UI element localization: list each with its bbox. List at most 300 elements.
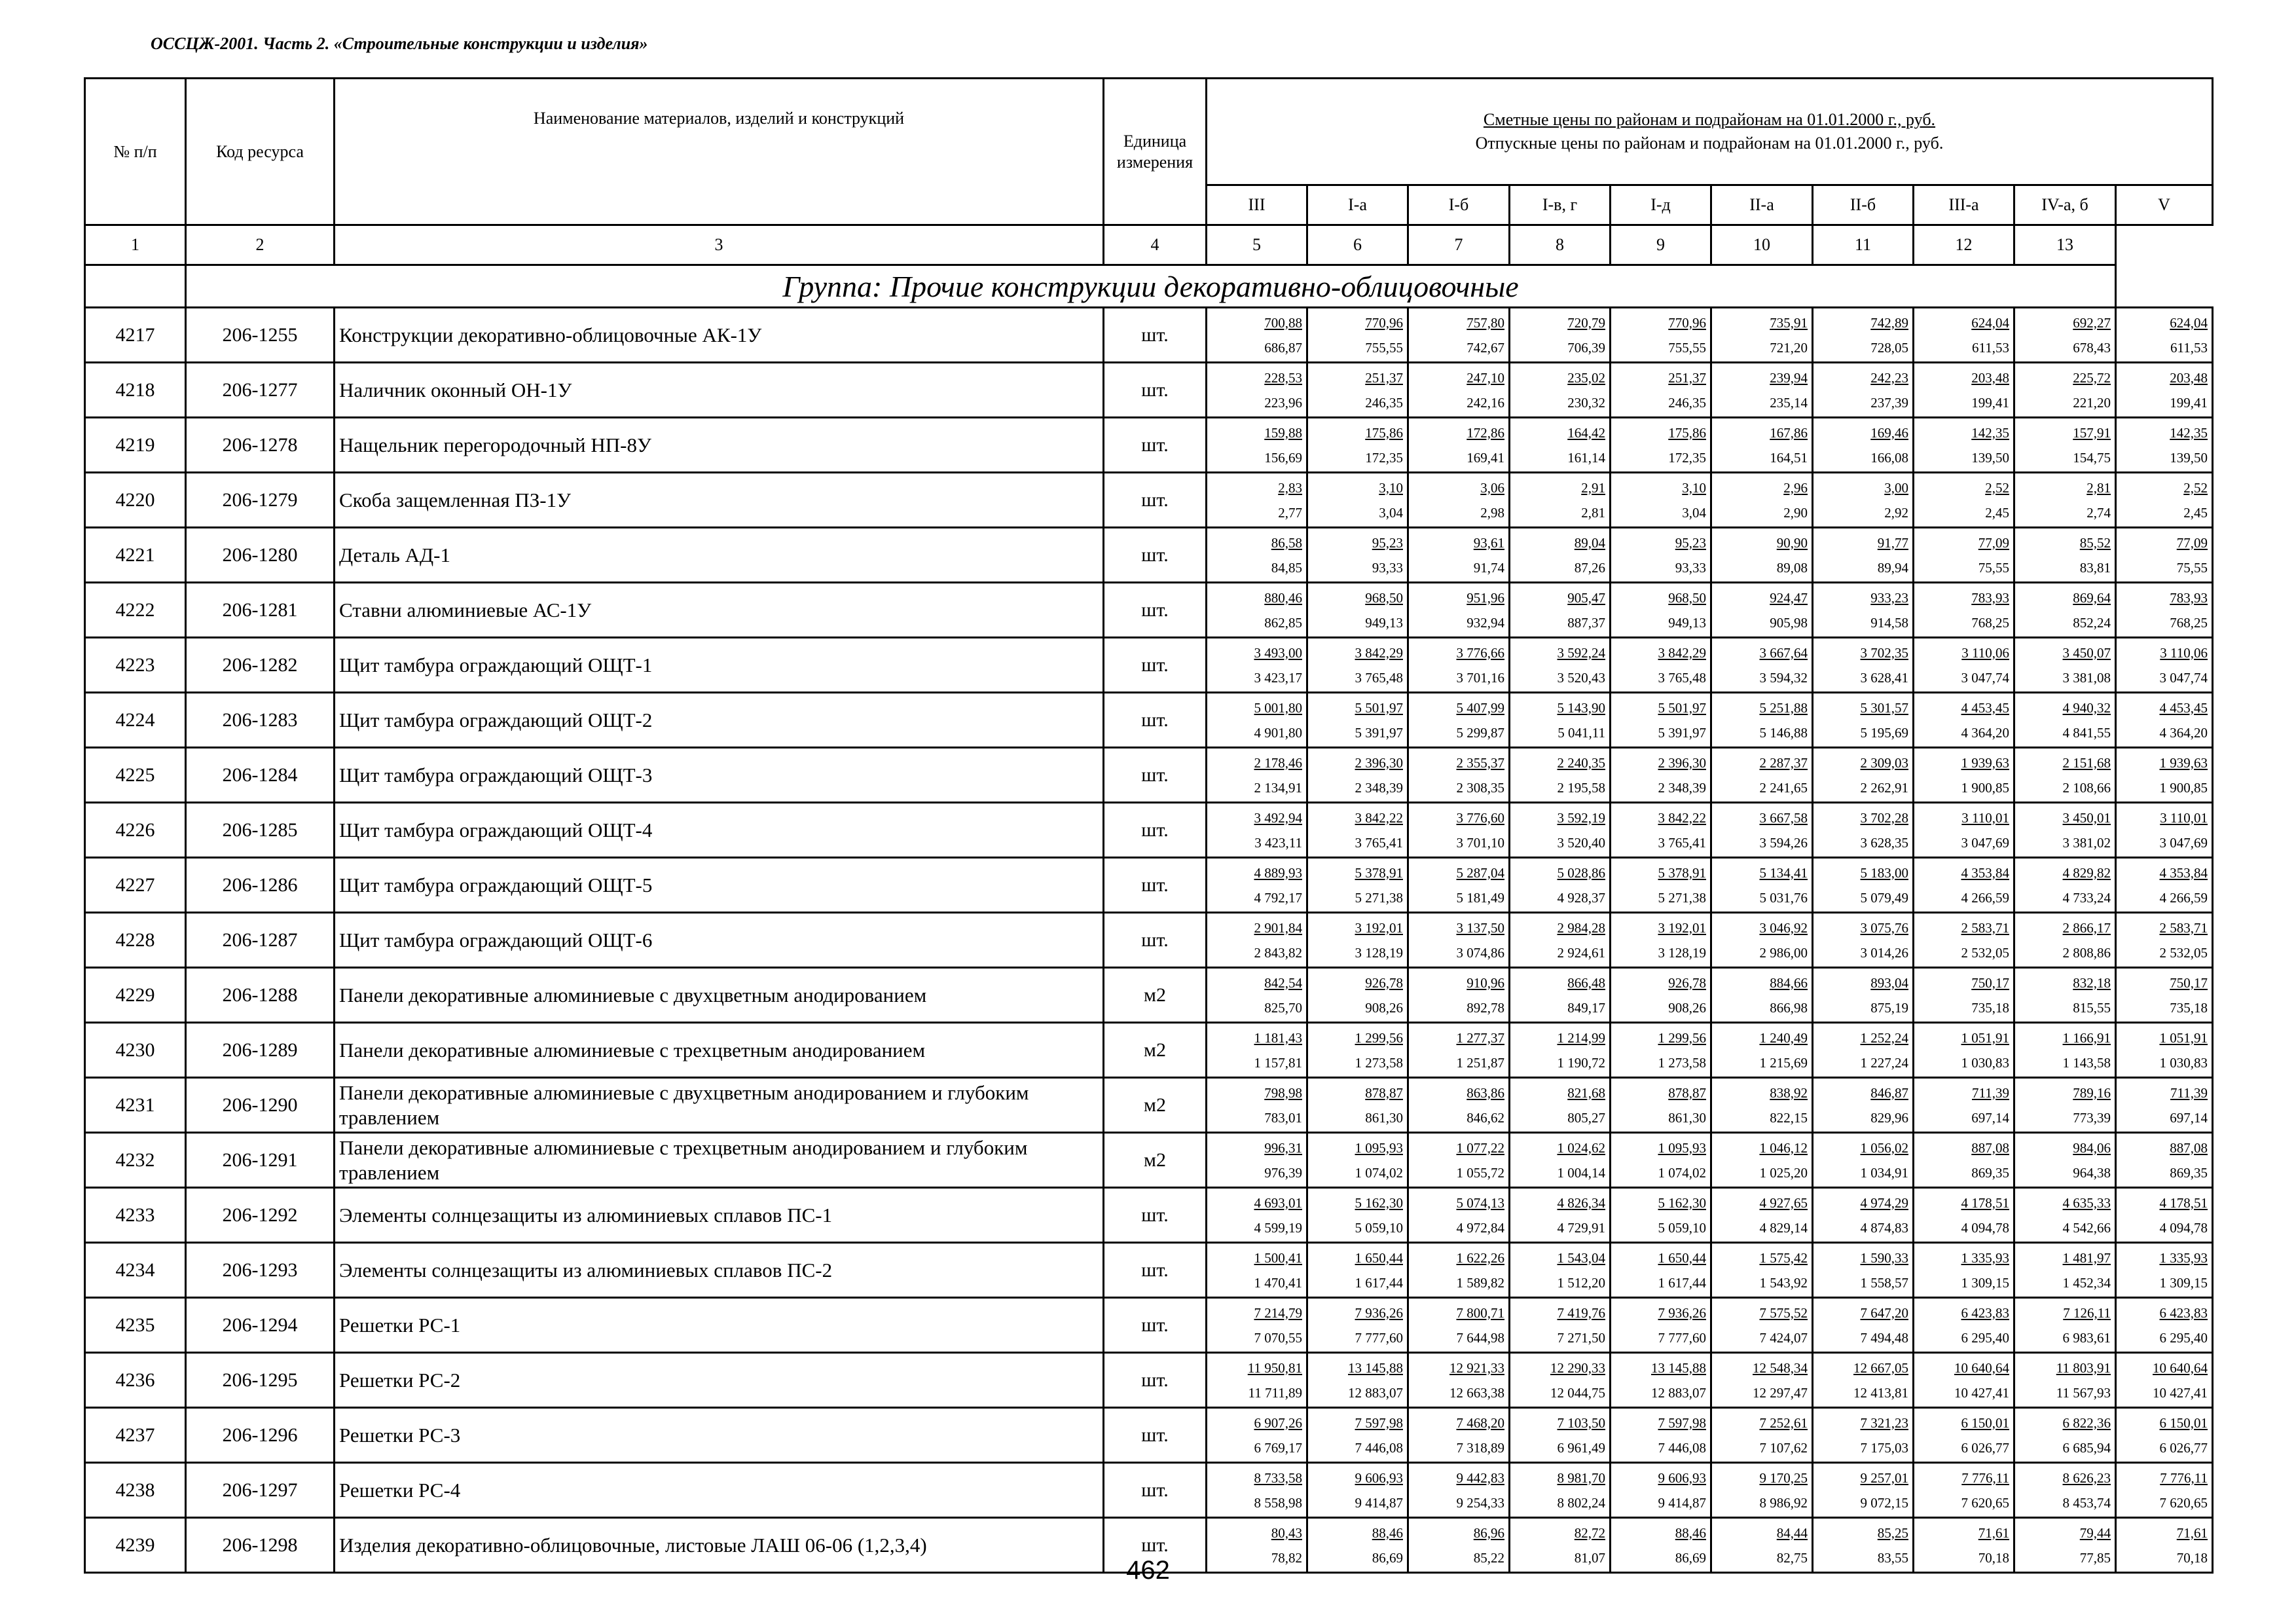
release-price: 4 266,59 [2159,889,2208,906]
estimate-price: 7 597,98 [1658,1414,1706,1431]
release-price: 166,08 [1870,449,1908,466]
column-number: 2 [186,225,335,265]
price-cell [2116,308,2213,363]
release-price: 1 309,15 [1961,1274,2009,1291]
release-price: 3 520,40 [1557,834,1605,851]
release-price: 4 542,66 [2062,1219,2111,1236]
row-number: 4227 [85,858,186,913]
estimate-price: 95,23 [1372,534,1403,551]
release-price: 949,13 [1365,614,1403,631]
price-cell [1914,583,2014,638]
price-cell [1611,638,1711,693]
estimate-price: 5 028,86 [1557,864,1605,881]
price-cell [1611,418,1711,473]
unit: м2 [1104,1023,1207,1078]
price-cell [1510,913,1611,968]
release-price: 5 391,97 [1355,724,1403,741]
release-price: 735,18 [1971,999,2009,1016]
estimate-price: 933,23 [1870,589,1908,606]
estimate-price: 968,50 [1365,589,1403,606]
release-price: 8 558,98 [1254,1494,1302,1511]
estimate-price: 3 702,28 [1860,809,1908,826]
estimate-price: 2 178,46 [1254,754,1302,771]
estimate-price: 735,91 [1770,314,1808,331]
resource-code: 206-1287 [186,913,335,968]
estimate-price: 1 335,93 [1961,1249,2009,1266]
row-number: 4239 [85,1518,186,1573]
table-row [85,363,2213,418]
item-name: Нащельник перегородочный НП-8У [335,418,1104,473]
estimate-price: 3 592,24 [1557,644,1605,661]
price-cell [1510,693,1611,748]
estimate-price: 2,52 [2183,479,2208,496]
price-cell [1510,968,1611,1023]
price-cell [2014,528,2116,583]
price-cell [1711,583,1813,638]
release-price: 3 765,48 [1355,669,1403,686]
estimate-price: 9 257,01 [1860,1469,1908,1486]
release-price: 86,69 [1372,1549,1403,1566]
estimate-price: 228,53 [1264,369,1302,386]
item-name: Решетки РС-1 [335,1298,1104,1353]
price-cell [1207,748,1307,803]
unit: шт. [1104,693,1207,748]
release-price: 3 628,41 [1860,669,1908,686]
release-price: 869,35 [1971,1164,2009,1181]
estimate-price: 93,61 [1473,534,1504,551]
column-number: 9 [1611,225,1711,265]
price-cell [1307,1243,1408,1298]
estimate-price: 996,31 [1264,1139,1302,1156]
price-cell [1611,748,1711,803]
price-cell [2116,693,2213,748]
column-number: 10 [1711,225,1813,265]
price-cell [1510,1243,1611,1298]
price-cell [1914,913,2014,968]
release-price: 6 026,77 [1961,1439,2009,1456]
estimate-price: 757,80 [1467,314,1504,331]
estimate-price: 4 829,82 [2062,864,2111,881]
estimate-price: 95,23 [1675,534,1706,551]
release-price: 1 030,83 [1961,1054,2009,1071]
release-price: 2 843,82 [1254,944,1302,961]
estimate-price: 235,02 [1567,369,1605,386]
estimate-price: 1 214,99 [1557,1029,1605,1046]
price-cell [2116,1023,2213,1078]
price-cell [1207,1133,1307,1188]
release-price: 199,41 [1971,394,2009,411]
estimate-price: 225,72 [2073,369,2111,386]
estimate-price: 5 501,97 [1355,699,1403,716]
release-price: 735,18 [2170,999,2208,1016]
price-cell [1207,1408,1307,1463]
region-header: I-д [1611,185,1711,225]
release-price: 611,53 [1972,339,2009,356]
estimate-price: 866,48 [1567,974,1605,991]
estimate-price: 88,46 [1372,1524,1403,1541]
price-cell [1307,638,1408,693]
price-cell [1510,1463,1611,1518]
row-number: 4219 [85,418,186,473]
release-price: 1 143,58 [2062,1054,2111,1071]
row-number: 4228 [85,913,186,968]
release-price: 93,33 [1675,559,1706,576]
estimate-price: 951,96 [1467,589,1504,606]
column-number: 12 [1914,225,2014,265]
column-number: 5 [1207,225,1307,265]
release-price: 2 108,66 [2062,779,2111,796]
release-price: 12 044,75 [1550,1384,1605,1401]
resource-code: 206-1298 [186,1518,335,1573]
price-cell [1510,363,1611,418]
estimate-price: 1 481,97 [2062,1249,2111,1266]
release-price: 3 765,48 [1658,669,1706,686]
price-cell [1611,913,1711,968]
table-row [85,748,2213,803]
estimate-price: 4 693,01 [1254,1194,1302,1211]
estimate-price: 1 051,91 [2159,1029,2208,1046]
price-cell [1307,363,1408,418]
release-price: 768,25 [1971,614,2009,631]
price-cell [2014,363,2116,418]
table-row [85,1188,2213,1243]
release-price: 169,41 [1467,449,1504,466]
estimate-price: 789,16 [2073,1084,2111,1101]
estimate-price: 1 056,02 [1860,1139,1908,1156]
release-price: 9 072,15 [1860,1494,1908,1511]
release-price: 5 195,69 [1860,724,1908,741]
price-cell [1611,693,1711,748]
price-cell [1207,1078,1307,1133]
estimate-price: 770,96 [1668,314,1706,331]
release-price: 932,94 [1467,614,1504,631]
estimate-price: 82,72 [1574,1524,1605,1541]
release-price: 3 628,35 [1860,834,1908,851]
region-header: III-а [1914,185,2014,225]
price-cell [2014,1243,2116,1298]
price-cell [1207,528,1307,583]
price-cell [1207,1243,1307,1298]
price-cell [1914,363,2014,418]
price-cell [1510,748,1611,803]
table-row [85,1243,2213,1298]
resource-code: 206-1280 [186,528,335,583]
release-price: 822,15 [1770,1109,1808,1126]
release-price: 5 271,38 [1355,889,1403,906]
estimate-price: 1 590,33 [1860,1249,1908,1266]
release-price: 7 620,65 [2159,1494,2208,1511]
estimate-price: 4 927,65 [1759,1194,1808,1211]
estimate-price: 846,87 [1870,1084,1908,1101]
estimate-price: 5 378,91 [1355,864,1403,881]
price-cell [2116,1353,2213,1408]
release-price: 5 271,38 [1658,889,1706,906]
estimate-price: 1 939,63 [2159,754,2208,771]
price-cell [1611,968,1711,1023]
estimate-price: 4 353,84 [1961,864,2009,881]
price-cell [2116,1463,2213,1518]
price-cell [1711,1243,1813,1298]
price-cell [1914,803,2014,858]
release-price: 825,70 [1264,999,1302,1016]
release-price: 3 047,69 [1961,834,2009,851]
price-cell [1813,1463,1914,1518]
price-cell [1813,968,1914,1023]
unit: шт. [1104,1353,1207,1408]
release-price: 887,37 [1567,614,1605,631]
estimate-price: 7 103,50 [1557,1414,1605,1431]
price-cell [1711,308,1813,363]
release-price: 892,78 [1467,999,1504,1016]
row-number: 4218 [85,363,186,418]
estimate-price: 783,93 [1971,589,2009,606]
column-number: 13 [2014,225,2116,265]
release-price: 1 617,44 [1355,1274,1403,1291]
release-price: 2,74 [2086,504,2111,521]
price-cell [1408,1133,1510,1188]
estimate-price: 11 950,81 [1247,1359,1302,1376]
release-price: 84,85 [1271,559,1302,576]
row-number: 4237 [85,1408,186,1463]
release-price: 11 567,93 [2056,1384,2111,1401]
price-cell [2116,913,2213,968]
table-row [85,1463,2213,1518]
price-cell [1307,528,1408,583]
release-price: 199,41 [2170,394,2208,411]
estimate-price: 770,96 [1365,314,1403,331]
price-cell [1408,1243,1510,1298]
release-price: 8 453,74 [2062,1494,2111,1511]
price-cell [1307,1408,1408,1463]
estimate-price: 3 110,06 [2160,644,2208,661]
estimate-price: 5 001,80 [1254,699,1302,716]
release-price: 230,32 [1567,394,1605,411]
price-cell [1207,803,1307,858]
unit: м2 [1104,1133,1207,1188]
estimate-price: 3 842,29 [1658,644,1706,661]
estimate-price: 2 583,71 [1961,919,2009,936]
release-price: 686,87 [1264,339,1302,356]
running-title: ОССЦЖ-2001. Часть 2. «Строительные конструкции и изделия» [151,34,648,53]
estimate-price: 3 137,50 [1456,919,1504,936]
estimate-price: 3 110,01 [2160,809,2208,826]
release-price: 5 146,88 [1759,724,1808,741]
estimate-price: 624,04 [2170,314,2208,331]
estimate-price: 85,52 [2079,534,2111,551]
price-cell [2116,363,2213,418]
resource-code: 206-1288 [186,968,335,1023]
estimate-price: 169,46 [1870,424,1908,441]
release-price: 4 729,91 [1557,1219,1605,1236]
estimate-price: 13 145,88 [1651,1359,1706,1376]
estimate-price: 6 822,36 [2062,1414,2111,1431]
release-price: 7 620,65 [1961,1494,2009,1511]
release-price: 2 924,61 [1557,944,1605,961]
price-cell [1408,418,1510,473]
estimate-price: 984,06 [2073,1139,2111,1156]
price-cell [1611,363,1711,418]
unit: шт. [1104,583,1207,638]
estimate-price: 7 214,79 [1254,1304,1302,1321]
table-row [85,418,2213,473]
estimate-price: 3 192,01 [1658,919,1706,936]
release-price: 2 348,39 [1355,779,1403,796]
price-cell [2014,1298,2116,1353]
estimate-price: 247,10 [1467,369,1504,386]
release-price: 9 254,33 [1456,1494,1504,1511]
release-price: 3 014,26 [1860,944,1908,961]
row-number: 4231 [85,1078,186,1133]
table-row [85,1298,2213,1353]
release-price: 7 271,50 [1557,1329,1605,1346]
unit: шт. [1104,858,1207,913]
release-price: 9 414,87 [1355,1494,1403,1511]
release-price: 12 413,81 [1853,1384,1908,1401]
price-cell [1307,1133,1408,1188]
estimate-price: 8 981,70 [1557,1469,1605,1486]
region-header: V [2116,185,2213,225]
release-price: 4 972,84 [1456,1219,1504,1236]
estimate-price: 85,25 [1877,1524,1908,1541]
release-price: 139,50 [2170,449,2208,466]
unit: м2 [1104,1078,1207,1133]
release-price: 156,69 [1264,449,1302,466]
release-price: 6 295,40 [1961,1329,2009,1346]
price-cell [2014,968,2116,1023]
price-cell [1813,583,1914,638]
item-name: Решетки РС-3 [335,1408,1104,1463]
price-cell [2116,473,2213,528]
release-price: 6 769,17 [1254,1439,1302,1456]
price-cell [1408,748,1510,803]
estimate-price: 3 493,00 [1254,644,1302,661]
release-price: 4 841,55 [2062,724,2111,741]
estimate-price: 1 500,41 [1254,1249,1302,1266]
price-cell [2014,638,2116,693]
estimate-price: 3,10 [1682,479,1706,496]
price-cell [1510,1133,1611,1188]
price-cell [1711,913,1813,968]
price-cell [1307,1298,1408,1353]
estimate-price: 167,86 [1770,424,1808,441]
estimate-price: 711,39 [1972,1084,2009,1101]
estimate-price: 880,46 [1264,589,1302,606]
header-unit: Единица измерения [1104,79,1207,225]
release-price: 783,01 [1264,1109,1302,1126]
estimate-price: 1 240,49 [1759,1029,1808,1046]
release-price: 8 986,92 [1759,1494,1808,1511]
resource-code: 206-1291 [186,1133,335,1188]
price-cell [1408,803,1510,858]
estimate-price: 2 240,35 [1557,754,1605,771]
table-row [85,1078,2213,1133]
item-name: Решетки РС-4 [335,1463,1104,1518]
price-cell [2014,583,2116,638]
price-cell [2116,1298,2213,1353]
estimate-price: 2 866,17 [2062,919,2111,936]
price-cell [1711,1023,1813,1078]
estimate-price: 3 842,22 [1355,809,1403,826]
release-price: 755,55 [1668,339,1706,356]
release-price: 3 765,41 [1658,834,1706,851]
release-price: 862,85 [1264,614,1302,631]
item-name: Конструкции декоративно-облицовочные АК-1У [335,308,1104,363]
item-name: Деталь АД-1 [335,528,1104,583]
price-cell [1914,1353,2014,1408]
estimate-price: 5 501,97 [1658,699,1706,716]
price-cell [1408,583,1510,638]
item-name: Элементы солнцезащиты из алюминиевых сплавов ПС-2 [335,1243,1104,1298]
release-price: 2 532,05 [2159,944,2208,961]
release-price: 7 446,08 [1355,1439,1403,1456]
estimate-price: 1 166,91 [2062,1029,2111,1046]
release-price: 805,27 [1567,1109,1605,1126]
release-price: 5 181,49 [1456,889,1504,906]
resource-code: 206-1297 [186,1463,335,1518]
row-number: 4226 [85,803,186,858]
release-price: 2 134,91 [1254,779,1302,796]
estimate-price: 7 468,20 [1456,1414,1504,1431]
price-cell [1914,1023,2014,1078]
unit: шт. [1104,418,1207,473]
release-price: 869,35 [2170,1164,2208,1181]
price-cell [1510,1078,1611,1133]
release-price: 976,39 [1264,1164,1302,1181]
price-cell [1611,1243,1711,1298]
release-price: 5 079,49 [1860,889,1908,906]
estimate-price: 3 046,92 [1759,919,1808,936]
item-name: Щит тамбура ограждающий ОЩТ-1 [335,638,1104,693]
estimate-price: 1 939,63 [1961,754,2009,771]
price-cell [2014,1353,2116,1408]
price-cell [1307,1188,1408,1243]
estimate-price: 720,79 [1567,314,1605,331]
release-price: 5 299,87 [1456,724,1504,741]
price-cell [1408,693,1510,748]
table-row [85,913,2213,968]
estimate-price: 10 640,64 [1954,1359,2009,1376]
release-price: 3 074,86 [1456,944,1504,961]
price-cell [1408,308,1510,363]
price-cell [2116,638,2213,693]
estimate-price: 742,89 [1870,314,1908,331]
estimate-price: 13 145,88 [1348,1359,1403,1376]
release-price: 6 983,61 [2062,1329,2111,1346]
page-number: 462 [1126,1556,1170,1585]
estimate-price: 164,42 [1567,424,1605,441]
price-cell [1408,1408,1510,1463]
price-cell [1510,1298,1611,1353]
estimate-price: 157,91 [2073,424,2111,441]
release-price: 773,39 [2073,1109,2111,1126]
price-cell [1408,1353,1510,1408]
release-price: 1 025,20 [1759,1164,1808,1181]
release-price: 875,19 [1870,999,1908,1016]
release-price: 2,98 [1480,504,1504,521]
release-price: 829,96 [1870,1109,1908,1126]
price-cell [1914,968,2014,1023]
estimate-price: 6 150,01 [2159,1414,2208,1431]
price-cell [1408,1023,1510,1078]
release-price: 742,67 [1467,339,1504,356]
estimate-price: 750,17 [2170,974,2208,991]
estimate-price: 5 134,41 [1759,864,1808,881]
unit: шт. [1104,308,1207,363]
price-cell [1510,1408,1611,1463]
price-cell [1813,1298,1914,1353]
table-row [85,1408,2213,1463]
estimate-price: 175,86 [1668,424,1706,441]
